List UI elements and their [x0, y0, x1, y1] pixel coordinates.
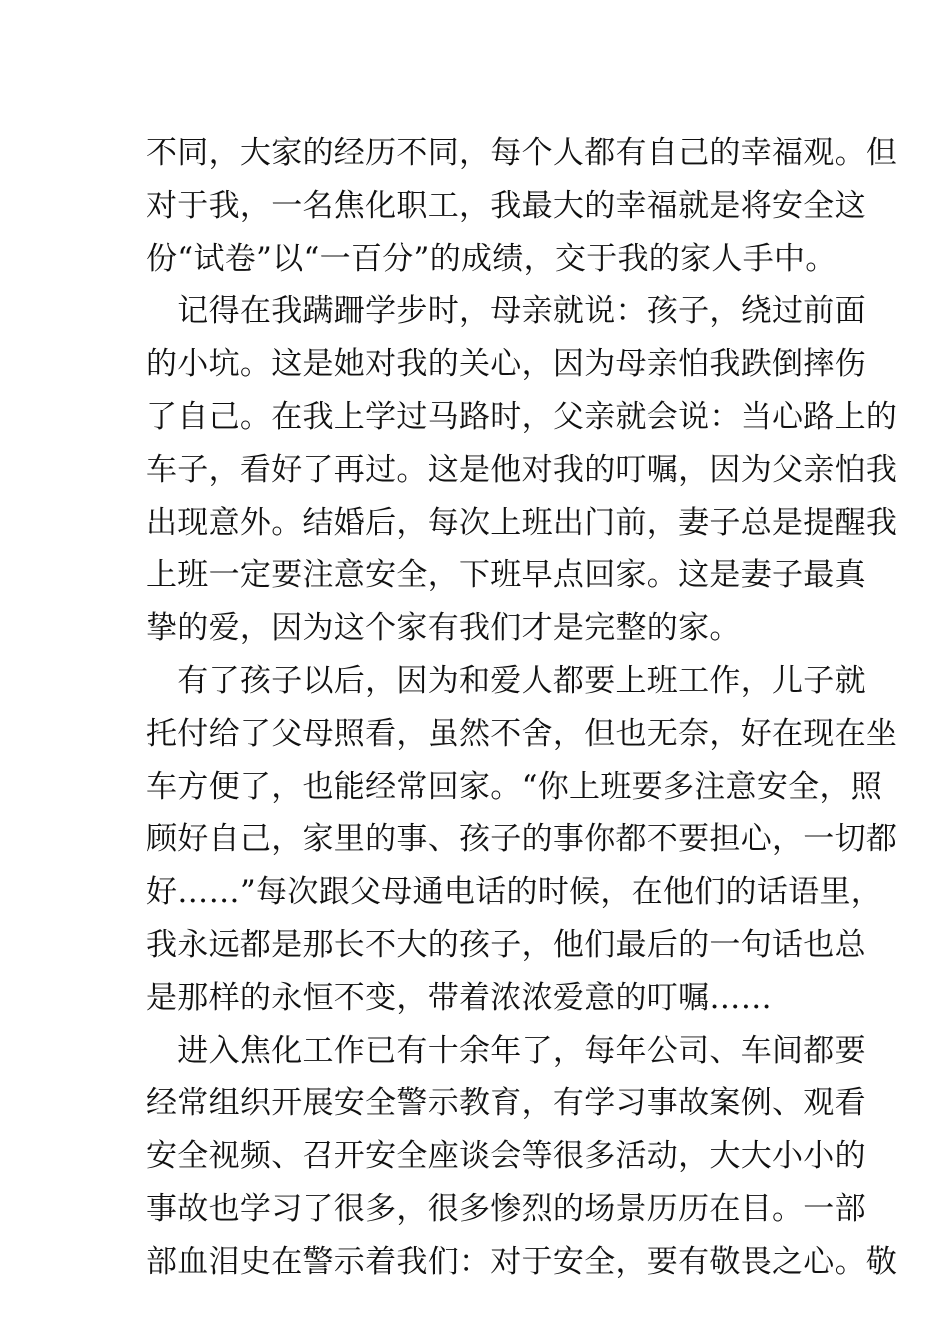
text-line: 车方便了，也能经常回家。“你上班要多注意安全，照	[146, 768, 883, 805]
text-line: 上班一定要注意安全，下班早点回家。这是妻子最真	[146, 557, 866, 594]
text-line: 记得在我蹒跚学步时，母亲就说：孩子，绕过前面	[146, 293, 866, 330]
text-line: 了自己。在我上学过马路时，父亲就会说：当心路上的	[146, 398, 898, 435]
text-line: 对于我，一名焦化职工，我最大的幸福就是将安全这	[146, 187, 866, 224]
text-line: 份“试卷”以“一百分”的成绩，交于我的家人手中。	[146, 240, 837, 277]
text-line: 顾好自己，家里的事、孩子的事你都不要担心，一切都	[146, 821, 898, 858]
text-line: 托付给了父母照看，虽然不舍，但也无奈，好在现在坐	[146, 715, 898, 752]
text-line: 安全视频、召开安全座谈会等很多活动，大大小小的	[146, 1138, 866, 1175]
text-line: 部血泪史在警示着我们：对于安全，要有敬畏之心。敬	[146, 1243, 898, 1280]
text-line: 有了孩子以后，因为和爱人都要上班工作，儿子就	[146, 662, 866, 699]
text-line: 好……”每次跟父母通电话的时候，在他们的话语里，	[146, 874, 883, 911]
text-line: 进入焦化工作已有十余年了，每年公司、车间都要	[146, 1032, 866, 1069]
text-line: 我永远都是那长不大的孩子，他们最后的一句话也总	[146, 926, 866, 963]
text-line: 是那样的永恒不变，带着浓浓爱意的叮嘱……	[146, 979, 772, 1016]
text-line: 出现意外。结婚后，每次上班出门前，妻子总是提醒我	[146, 504, 898, 541]
text-line: 经常组织开展安全警示教育，有学习事故案例、观看	[146, 1085, 866, 1122]
text-line: 不同，大家的经历不同，每个人都有自己的幸福观。但	[146, 135, 898, 171]
text-line: 事故也学习了很多，很多惨烈的场景历历在目。一部	[146, 1190, 866, 1227]
text-line: 挚的爱，因为这个家有我们才是完整的家。	[146, 610, 741, 647]
text-line: 车子，看好了再过。这是他对我的叮嘱，因为父亲怕我	[146, 451, 898, 488]
body-text	[146, 127, 898, 1289]
text-line: 的小坑。这是她对我的关心，因为母亲怕我跌倒摔伤	[146, 346, 866, 383]
